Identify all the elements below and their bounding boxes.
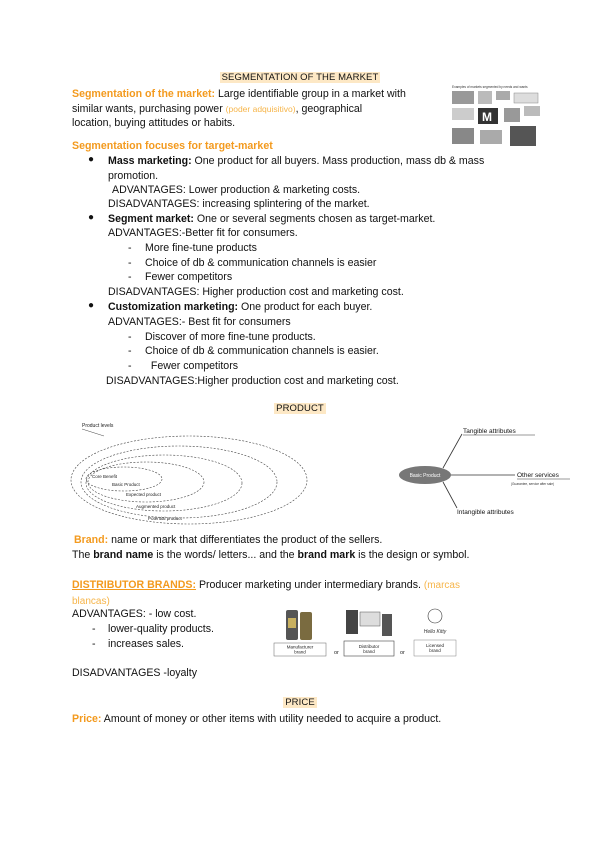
- segment-disadvantages: DISADVANTAGES: Higher production cost and marketing cost.: [108, 286, 404, 298]
- price-heading: PRICE: [285, 697, 315, 708]
- brand-definition: Brand: name or mark that differentiates the product of the sellers.: [74, 534, 383, 546]
- level-label: Basic Product: [112, 482, 140, 487]
- list-item: increases sales.: [108, 638, 184, 650]
- mass-marketing: Mass marketing: One product for all buyers. Mass production, mass db & mass promotion.: [108, 155, 485, 182]
- segmentation-heading: SEGMENTATION OF THE MARKET: [221, 72, 379, 83]
- level-label: Augmented product: [136, 504, 176, 509]
- list-item: Choice of db & communication channels is easier: [145, 257, 377, 269]
- center-label: Basic Product: [409, 473, 441, 479]
- bullet-icon: ●: [88, 212, 95, 223]
- product-heading: PRODUCT: [276, 403, 324, 414]
- level-label: Expected product: [126, 492, 162, 497]
- list-item: More fine-tune products: [145, 242, 257, 254]
- segmentation-focus-title: Segmentation focuses for target-market: [72, 140, 273, 152]
- product-levels-diagram: [64, 418, 314, 533]
- list-item: Discover of more fine-tune products.: [145, 331, 316, 343]
- bullet-icon: ●: [88, 300, 95, 311]
- level-label: Potential product: [148, 516, 182, 521]
- figure-caption: Examples of markets segmented by needs and wants: [452, 85, 528, 89]
- or-label: or: [400, 650, 405, 656]
- bullet-icon: ●: [88, 154, 95, 165]
- segmentation-examples-figure: [448, 82, 548, 154]
- list-item: Fewer competitors: [145, 271, 233, 283]
- list-item: lower-quality products.: [108, 623, 214, 635]
- other-services-sub: (Guarantee, service after sale): [511, 482, 555, 486]
- distributor-brands: DISTRIBUTOR BRANDS: Producer marketing under intermediary brands. (marcas blancas): [72, 579, 460, 607]
- licensed-label: Licensed brand: [425, 643, 445, 653]
- manufacturer-label: Manufacturer brand: [286, 644, 314, 655]
- list-item: Fewer competitors: [145, 360, 239, 372]
- level-label: Core Benefit: [92, 474, 118, 479]
- segment-advantages: ADVANTAGES:-Better fit for consumers.: [108, 227, 298, 239]
- mass-disadvantages: DISADVANTAGES: increasing splintering of the market.: [108, 198, 370, 210]
- diagram-title: Product levels: [82, 423, 114, 429]
- segment-market: Segment market: One or several segments chosen as target-market.: [108, 213, 436, 225]
- brand-name-mark: The brand name is the words/ letters... and the brand mark is the design or symbol.: [72, 549, 470, 561]
- customization-marketing: Customization marketing: One product for each buyer.: [108, 301, 373, 313]
- price-definition: Price: Amount of money or other items with utility needed to acquire a product.: [72, 713, 442, 725]
- or-label: or: [334, 650, 339, 656]
- segmentation-definition: Segmentation of the market: Large identifiable group in a market with similar wants, purchasing power (poder adquisitivo), geographical location, buying attitudes or habits.: [72, 88, 406, 129]
- other-services-label: Other services: [517, 472, 559, 479]
- svg-text:M: M: [482, 110, 492, 124]
- hello-kitty-logo: Hello Kitty: [423, 629, 447, 635]
- distributor-label: Distributor brand: [358, 644, 380, 654]
- product-attributes-diagram: [395, 420, 580, 520]
- brand-types-figure: [272, 606, 467, 664]
- mass-advantages: ADVANTAGES: Lower production & marketing costs.: [112, 184, 361, 196]
- intangible-label: Intangible attributes: [457, 509, 514, 516]
- tangible-label: Tangible attributes: [463, 428, 516, 435]
- custom-advantages: ADVANTAGES:- Best fit for consumers: [108, 316, 291, 328]
- custom-disadvantages: DISADVANTAGES:Higher production cost and marketing cost.: [106, 375, 399, 387]
- distributor-advantages: ADVANTAGES: - low cost.: [72, 608, 197, 620]
- distributor-disadvantages: DISADVANTAGES -loyalty: [72, 667, 197, 679]
- list-item: Choice of db & communication channels is easier.: [145, 345, 379, 357]
